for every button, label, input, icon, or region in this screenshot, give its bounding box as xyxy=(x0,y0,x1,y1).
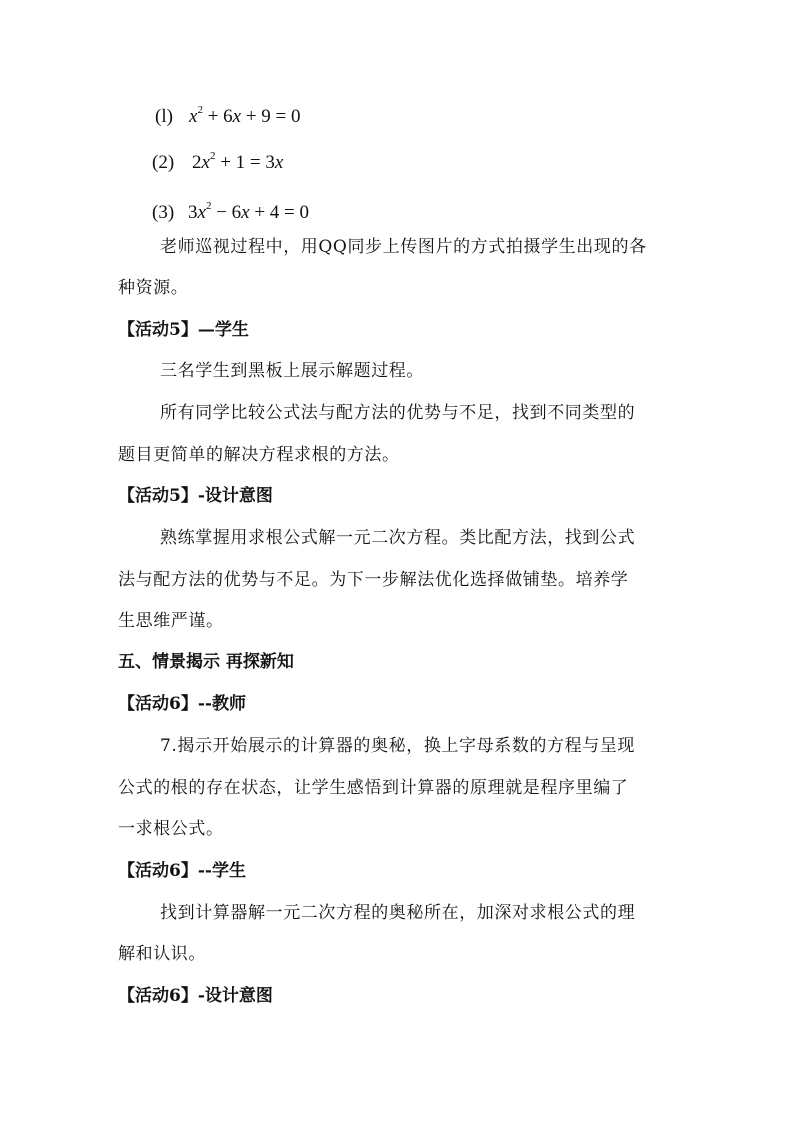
paragraph-line: 熟练掌握用求根公式解一元二次方程。类比配方法，找到公式 xyxy=(160,528,636,548)
activity-heading: 【活动5】-设计意图 xyxy=(118,486,273,506)
equation-3: (3) $3x^2 - 6x + 4 = 0$ xyxy=(152,200,310,223)
equation-number: (2) xyxy=(152,152,175,173)
activity-heading: 【活动6】-设计意图 xyxy=(118,986,273,1006)
activity-heading: 【活动5】—学生 xyxy=(118,320,249,340)
paragraph-line: 7.揭示开始展示的计算器的奥秘，换上字母系数的方程与呈现 xyxy=(160,736,636,756)
paragraph-line: 题目更简单的解决方程求根的方法。 xyxy=(118,445,400,465)
paragraph-line: 三名学生到黑板上展示解题过程。 xyxy=(160,361,424,381)
paragraph-line: 解和认识。 xyxy=(118,944,206,964)
equation-number: (3) xyxy=(152,202,175,223)
activity-heading: 【活动6】--教师 xyxy=(118,694,246,714)
paragraph-line: 所有同学比较公式法与配方法的优势与不足，找到不同类型的 xyxy=(160,403,636,423)
paragraph-line: 种资源。 xyxy=(118,278,189,298)
paragraph-line: 生思维严谨。 xyxy=(118,611,224,631)
paragraph-line: 一求根公式。 xyxy=(118,819,224,839)
equation-1: (l) $x^2 + 6x + 9 = 0$ xyxy=(155,104,301,127)
equation-2: (2) $2x^2 + 1 = 3x$ xyxy=(152,150,284,173)
paragraph-line: 老师巡视过程中，用QQ同步上传图片的方式拍摄学生出现的各 xyxy=(160,237,647,257)
section-heading: 五、情景揭示 再探新知 xyxy=(118,652,294,672)
paragraph-line: 公式的根的存在状态，让学生感悟到计算器的原理就是程序里编了 xyxy=(118,778,629,798)
activity-heading: 【活动6】--学生 xyxy=(118,861,246,881)
paragraph-line: 法与配方法的优势与不足。为下一步解法优化选择做铺垫。培养学 xyxy=(118,570,629,590)
equation-number: (l) xyxy=(155,106,173,127)
paragraph-line: 找到计算器解一元二次方程的奥秘所在，加深对求根公式的理 xyxy=(160,903,636,923)
